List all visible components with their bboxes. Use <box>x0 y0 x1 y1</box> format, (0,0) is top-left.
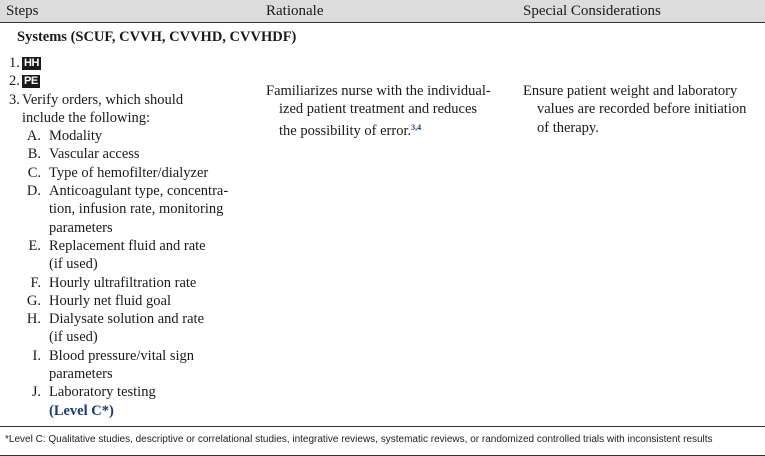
list-letter: A. <box>26 128 41 145</box>
step-text-line: include the following: <box>22 109 151 126</box>
list-item <box>9 274 259 292</box>
list-text: (if used) <box>49 329 98 346</box>
column-header-special-considerations: Special Considerations <box>523 3 661 19</box>
list-item <box>9 383 259 401</box>
list-letter: D. <box>26 183 41 200</box>
column-header-steps: Steps <box>6 3 39 19</box>
special-considerations-text <box>523 82 763 137</box>
list-text: Replacement fluid and rate <box>49 237 206 254</box>
list-letter: F. <box>30 274 41 291</box>
table-header <box>0 0 765 22</box>
hand-hygiene-icon: HH <box>24 57 39 69</box>
special-line: Ensure patient weight and laboratory <box>523 83 738 99</box>
step-number: 1. <box>9 55 20 71</box>
list-text: Type of hemofilter/dialyzer <box>49 164 209 181</box>
list-text: Vascular access <box>49 146 140 163</box>
rationale-line: ized patient treatment and reduces <box>279 101 478 118</box>
list-text: (if used) <box>49 256 98 273</box>
list-text: Hourly ultrafiltration rate <box>49 274 197 291</box>
citation-reference: 3,4 <box>411 122 422 132</box>
list-text: parameters <box>49 366 113 383</box>
step-3 <box>9 91 259 128</box>
header-divider <box>0 22 765 23</box>
list-item <box>9 310 259 347</box>
step-number: 3. <box>9 91 20 108</box>
list-item <box>9 292 259 310</box>
list-text: Hourly net fluid goal <box>49 292 172 309</box>
list-text: Anticoagulant type, concentra- <box>49 183 229 200</box>
rationale-line <box>266 119 516 140</box>
footnote: *Level C: Qualitative studies, descriptive or correlational studies, integrative reviews, systematic reviews, or randomized controlled trials with inconsistent results <box>5 434 713 445</box>
list-item <box>9 237 259 274</box>
list-text: parameters <box>49 219 113 236</box>
rationale-line: Familiarizes nurse with the individual- <box>266 83 491 99</box>
evidence-level <box>9 402 259 420</box>
list-letter: H. <box>26 311 41 328</box>
step-1 <box>9 54 259 72</box>
step-text-line: Verify orders, which should <box>22 91 184 108</box>
list-item <box>9 347 259 384</box>
steps-column <box>9 54 259 420</box>
list-item <box>9 145 259 163</box>
rationale-line-text: the possibility of error. <box>279 122 412 139</box>
list-text: Modality <box>49 128 103 145</box>
list-text: Laboratory testing <box>49 384 156 401</box>
list-text: Dialysate solution and rate <box>49 311 205 328</box>
list-item <box>9 127 259 145</box>
special-line: values are recorded before initiation <box>537 101 747 118</box>
list-text: tion, infusion rate, monitoring <box>49 201 224 218</box>
list-letter: E. <box>28 237 41 254</box>
special-line: of therapy. <box>537 119 599 136</box>
list-letter: J. <box>31 384 41 401</box>
step-number: 2. <box>9 73 20 90</box>
section-title: Systems (SCUF, CVVH, CVVHD, CVVHDF) <box>17 29 297 45</box>
list-text: Blood pressure/vital sign <box>49 347 194 364</box>
list-letter: B. <box>27 146 41 163</box>
step-2 <box>9 72 259 90</box>
evidence-level-label: (Level C*) <box>49 402 114 419</box>
list-letter: C. <box>27 164 41 181</box>
list-letter: I. <box>32 347 41 364</box>
personal-protective-equipment-icon: PE <box>24 75 38 88</box>
rationale-text <box>266 82 516 140</box>
column-header-rationale: Rationale <box>266 3 324 19</box>
list-item <box>9 182 259 237</box>
list-item <box>9 164 259 182</box>
list-letter: G. <box>26 292 41 309</box>
footnote-divider <box>0 426 765 427</box>
